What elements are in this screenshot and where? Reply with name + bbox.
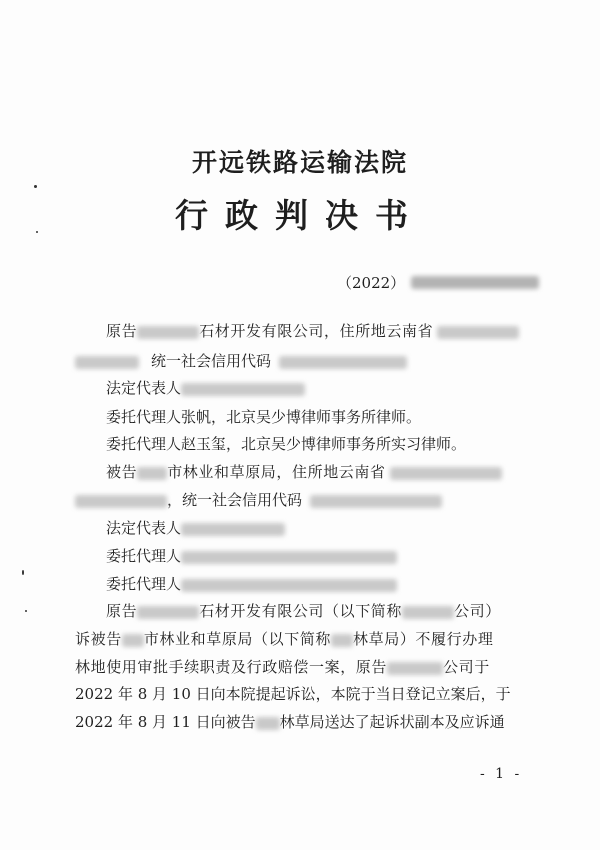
narrative-line-3: 林地使用审批手续职责及行政赔偿一案，原告 公司于 [75,658,490,676]
redacted-agent [181,579,397,592]
defendant-agent-1: 委托代理人 [0,546,600,566]
defendant-line-2: ，统一社会信用代码 [0,490,600,510]
redacted-name [181,523,285,536]
plaintiff-agent-1: 委托代理人张帆，北京吴少博律师事务所律师。 [106,408,422,426]
redacted-credit-code [279,356,407,369]
case-number [337,272,539,293]
narrative-line-1: 原告 石材开发有限公司（以下简称 公司） [106,602,501,620]
redacted-city [256,717,280,730]
plaintiff-legal-rep: 法定代表人 [0,378,600,398]
redacted-address [390,467,502,480]
defendant-legal-rep: 法定代表人 [0,518,600,538]
redacted-address [437,326,519,339]
page-number: - 1 - [480,766,523,782]
document-title: 行政判决书 [175,196,425,235]
redacted-agent [181,551,397,564]
defendant-agent-2: 委托代理人 [0,574,600,594]
redacted-name [402,606,454,619]
scan-speck [34,185,37,188]
redacted-address [75,495,167,508]
plaintiff-line-2: 统一社会信用代码 [0,351,600,371]
plaintiff-agent-2: 委托代理人赵玉玺，北京吴少博律师事务所实习律师。 [106,435,467,453]
case-year: （2022） [337,274,406,292]
redacted-city [122,634,144,647]
redacted-address [75,356,139,369]
narrative-line-5: 2022 年 8 月 11 日向被告 林草局送达了起诉状副本及应诉通 [75,713,505,731]
redacted-city [331,634,353,647]
narrative-line-2: 诉被告 市林业和草原局（以下简称 林草局）不履行办理 [75,630,494,648]
court-name: 开远铁路运输法院 [191,148,408,177]
redacted-city [137,467,167,480]
redacted-credit-code [310,495,442,508]
redacted-name [387,662,443,675]
narrative-line-4: 2022 年 8 月 10 日向本院提起诉讼，本院于当日登记立案后，于 [75,685,511,703]
redacted-case-number [411,276,539,289]
plaintiff-line-1: 原告 石材开发有限公司，住所地云南省 [0,321,600,341]
redacted-name [137,606,199,619]
defendant-line-1: 被告 市林业和草原局，住所地云南省 [0,462,600,482]
redacted-name [181,383,305,396]
redacted-name [137,326,199,339]
